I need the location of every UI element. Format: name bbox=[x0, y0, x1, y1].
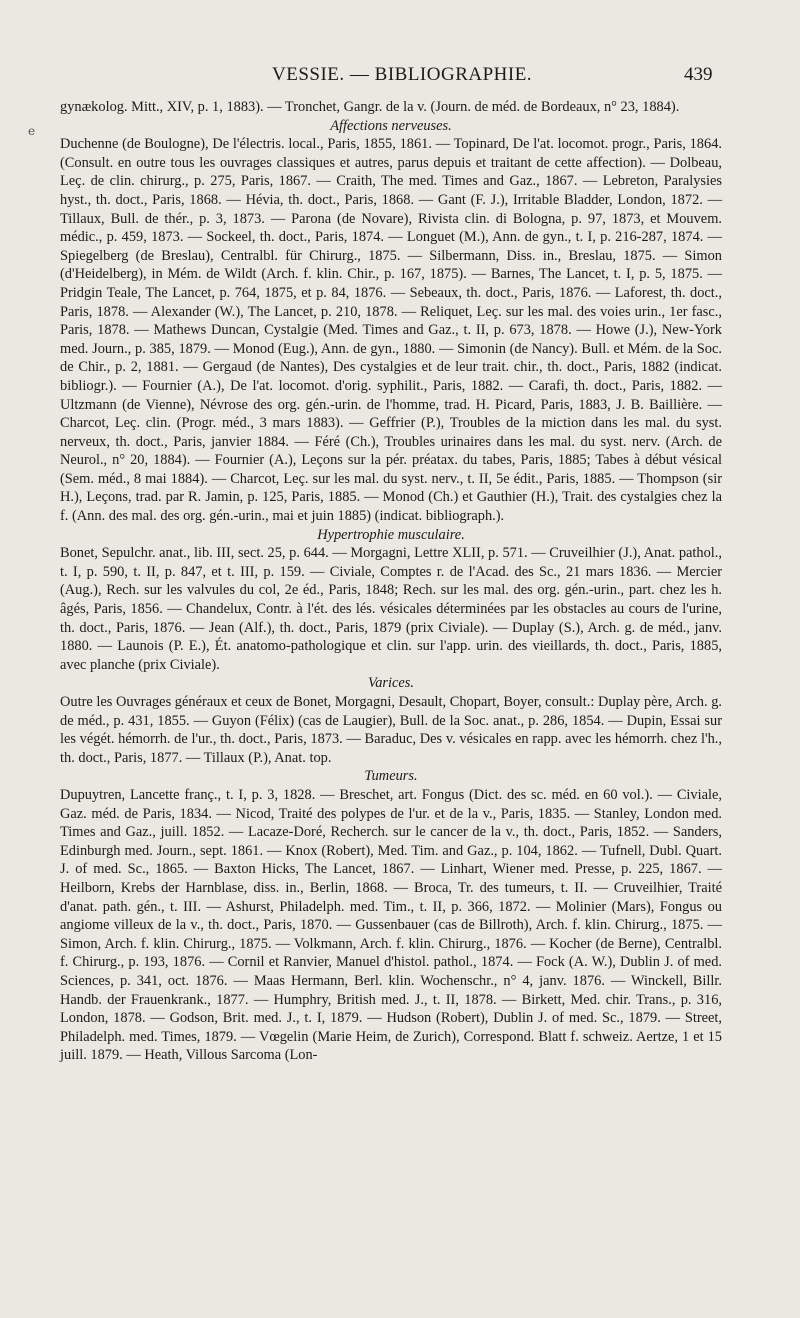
margin-mark: e bbox=[28, 124, 36, 138]
bibliography-paragraph: gynækolog. Mitt., XIV, p. 1, 1883). — Tronchet, Gangr. de la v. (Journ. de méd. de Bordeaux, n° 23, 1884). bbox=[60, 99, 680, 115]
bibliography-paragraph: Outre les Ouvrages généraux et ceux de Bonet, Morgagni, Desault, Chopart, Boyer, consult.: Duplay père, Arch. g. de méd., p. 431, 1855. — Guyon (Félix) (cas de Laugier), Bull. de la Soc. anat., p. 286, 1854. — Dupin, Essai sur les végét. hémorrh. de l'ur., th. doct., Paris, 1873. — Baraduc, Des v. vésicales en rapp. avec les hémorrh. chez l'h., th. doct., Paris, 1877. — Tillaux (P.), Anat. top. bbox=[60, 694, 722, 766]
bibliography-paragraph: Bonet, Sepulchr. anat., lib. III, sect. 25, p. 644. — Morgagni, Lettre XLII, p. 571. — Cruveilhier (J.), Anat. pathol., t. I, p. 590, t. II, p. 847, et t. III, p. 159. — Civiale, Comptes r. de l'Acad. des Sc., 21 mars 1836. — Mercier (Aug.), Rech. sur les valvules du col, 2e éd., Paris, 1848; Rech. sur les mal. des org. gén.-urin., part. chez les h. âgés, Paris, 1856. — Chandelux, Contr. à l'ét. des lés. vésicales déterminées par les obstacles au cours de l'urine, th. doct., Paris, 1876. — Jean (Alf.), th. doct., Paris, 1879 (prix Civiale). — Duplay (S.), Arch. g. de méd., janv. 1880. — Launois (P. E.), Ét. anatomo-pathologique et clin. sur l'app. urin. des vieillards, th. doct., Paris, 1885, avec planche (prix Civiale). bbox=[60, 545, 722, 673]
page-number: 439 bbox=[684, 64, 713, 85]
running-header bbox=[0, 64, 800, 94]
section-heading: Affections nerveuses. bbox=[330, 117, 452, 134]
running-title: VESSIE. — BIBLIOGRAPHIE. bbox=[272, 64, 533, 85]
section-heading: Tumeurs. bbox=[364, 768, 418, 785]
bibliography-paragraph: Duchenne (de Boulogne), De l'électris. local., Paris, 1855, 1861. — Topinard, De l'at. locomot. progr., Paris, 1864. (Consult. en outre tous les ouvrages classiques et autres, parus depuis et traitant de cette affection). — Dolbeau, Leç. de clin. chirurg., p. 275, Paris, 1867. — Craith, The med. Times and Gaz., 1867. — Lebreton, Paralysies hyst., th. doct., Paris, 1868. — Hévia, th. doct., Paris, 1868. — Gant (F. J.), Irritable Bladder, London, 1872. — Tillaux, Bull. de thér., p. 3, 1873. — Parona (de Novare), Rivista clin. di Bologna, p. 97, 1873, et Mouvem. médic., p. 459, 1873. — Sockeel, th. doct., Paris, 1874. — Longuet (M.), Ann. de gyn., t. I, p. 216-287, 1874. — Spiegelberg (de Breslau), Centralbl. für Chirurg., 1875. — Silbermann, Diss. in., Breslau, 1875. — Simon (d'Heidelberg), in Mém. de Wildt (Arch. f. klin. Chir., p. 167, 1875). — Barnes, The Lancet, t. I, p. 5, 1875. — Pridgin Teale, The Lancet, p. 764, 1875, et p. 84, 1876. — Sebeaux, th. doct., Paris, 1876. — Laforest, th. doct., Paris, 1878. — Alexander (W.), The Lancet, p. 210, 1878. — Reliquet, Leç. sur les mal. des voies urin., 1er fasc., Paris, 1878. — Mathews Duncan, Cystalgie (Med. Times and Gaz., t. II, p. 673, 1878. — Howe (J.), New-York med. Journ., p. 385, 1879. — Monod (Eug.), Ann. de gyn., 1880. — Simonin (de Nancy). Bull. et Mém. de la Soc. de Chir., p. 2, 1881. — Gergaud (de Nantes), Des cystalgies et de leur trait. chir., th. doct., Paris, 1882 (indicat. bibliogr.). — Fournier (A.), De l'at. locomot. d'orig. syphilit., Paris, 1882. — Carafi, th. doct., Paris, 1882. — Ultzmann (de Vienne), Névrose des org. gén.-urin. de l'homme, trad. H. Picard, Paris, 1883, J. B. Baillière. — Charcot, Leç. clin. (Progr. méd., 3 mars 1883). — Geffrier (P.), Troubles de la miction dans les mal. du syst. nerveux, th. doct., Paris, janvier 1884. — Féré (Ch.), Troubles urinaires dans les mal. du syst. nerv. (Arch. de Neurol., n° 20, 1884). — Fournier (A.), Leçons sur la pér. préatax. du tabes, Paris, 1885; Tabes à début vésical (Sem. méd., 8 mai 1884). — Charcot, Leç. sur les mal. du syst. nerv., t. II, 5e édit., Paris, 1885. — Thompson (sir H.), Leçons, trad. par R. Jamin, p. 125, Paris, 1885. — Monod (Ch.) et Gauthier (H.), Trait. des cystalgies chez la f. (Ann. des mal. des org. gén.-urin., mai et juin 1885) (indicat. bibliograph.). bbox=[60, 136, 722, 525]
section-heading: Hypertrophie musculaire. bbox=[317, 526, 465, 543]
bibliography-paragraph: Dupuytren, Lancette franç., t. I, p. 3, 1828. — Breschet, art. Fongus (Dict. des sc. méd. en 60 vol.). — Civiale, Gaz. méd. de Paris, 1834. — Nicod, Traité des polypes de l'ur. et de la v., Paris, 1835. — Stanley, London med. Times and Gaz., juill. 1852. — Lacaze-Doré, Recherch. sur le cancer de la v., th. doct., Paris, 1852. — Sanders, Edinburgh med. Journ., sept. 1861. — Knox (Robert), Med. Tim. and Gaz., p. 104, 1862. — Tufnell, Dubl. Quart. J. of med. Sc., 1865. — Baxton Hicks, The Lancet, 1867. — Linhart, Wiener med. Presse, p. 225, 1867. — Heilborn, Krebs der Harnblase, diss. in., Berlin, 1868. — Broca, Tr. des tumeurs, t. II. — Cruveilhier, Traité d'anat. path. gén., t. III. — Ashurst, Philadelph. med. Tim., t. II, p. 366, 1872. — Molinier (Mars), Fongus ou angiome villeux de la v., th. doct., Paris, 1870. — Gussenbauer (cas de Billroth), Arch. f. klin. Chirurg., 1875. — Simon, Arch. f. klin. Chirurg., 1875. — Volkmann, Arch. f. klin. Chirurg., 1876. — Kocher (de Berne), Centralbl. f. Chirurg., p. 193, 1876. — Cornil et Ranvier, Manuel d'histol. pathol., 1874. — Fock (A. W.), Dublin J. of med. Sciences, p. 341, oct. 1876. — Maas Hermann, Berl. klin. Wochenschr., n° 4, janv. 1876. — Winckell, Billr. Handb. der Frauenkrank., 1877. — Humphry, British med. J., t. II, 1878. — Birkett, Med. chir. Trans., p. 316, London, 1878. — Godson, Brit. med. J., t. I, 1879. — Hudson (Robert), Dublin J. of med. Sc., 1879. — Street, Philadelph. med. Times, 1879. — Vœgelin (Marie Heim, de Zurich), Correspond. Blatt f. schweiz. Aertze, 1 et 15 juill. 1879. — Heath, Villous Sarcoma (Lon- bbox=[60, 786, 722, 1064]
section-heading: Varices. bbox=[368, 675, 414, 692]
bibliography-body bbox=[60, 98, 722, 1065]
